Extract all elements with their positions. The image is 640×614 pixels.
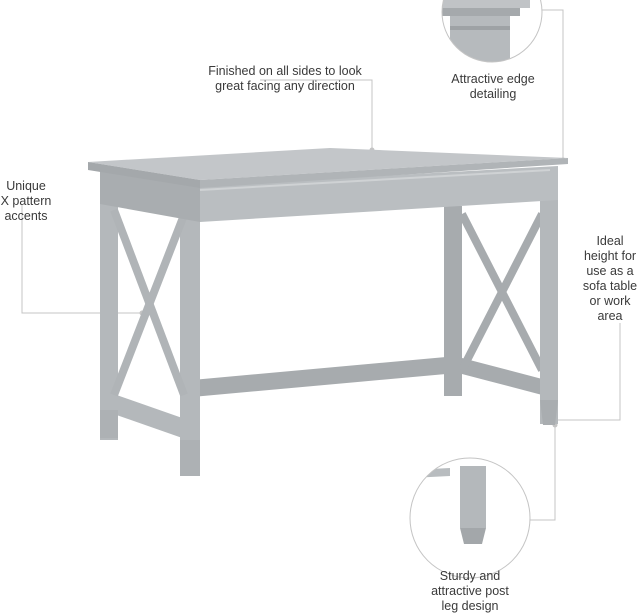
callout-line: Attractive edge (451, 72, 535, 86)
x-accent-left (114, 210, 184, 395)
callout-line: leg design (441, 599, 499, 613)
callout-line: Ideal (596, 234, 624, 248)
callout-line: Finished on all sides to look (208, 64, 362, 78)
callout-finished-sides (180, 64, 390, 94)
callout-line: or work (589, 294, 631, 308)
callout-post-leg (420, 569, 520, 614)
x-accent-right (462, 214, 542, 370)
callout-line: accents (4, 209, 48, 223)
callout-line: sofa table (582, 279, 638, 293)
callout-line: area (597, 309, 623, 323)
callout-edge-detailing (430, 72, 556, 102)
edge-detail-inset (430, 0, 560, 70)
callout-line: height for (583, 249, 637, 263)
callout-ideal-height (580, 234, 640, 324)
callout-x-pattern (0, 179, 52, 224)
front-right-leg (540, 178, 558, 424)
callout-line: great facing any direction (215, 79, 355, 93)
leg-detail-inset (410, 458, 530, 578)
callout-line: Unique (6, 179, 46, 193)
callout-line: X pattern (0, 194, 52, 208)
callout-line: use as a (586, 264, 634, 278)
callout-line: detailing (469, 87, 517, 101)
callout-line: Sturdy and (439, 569, 501, 583)
callout-line: attractive post (431, 584, 509, 598)
